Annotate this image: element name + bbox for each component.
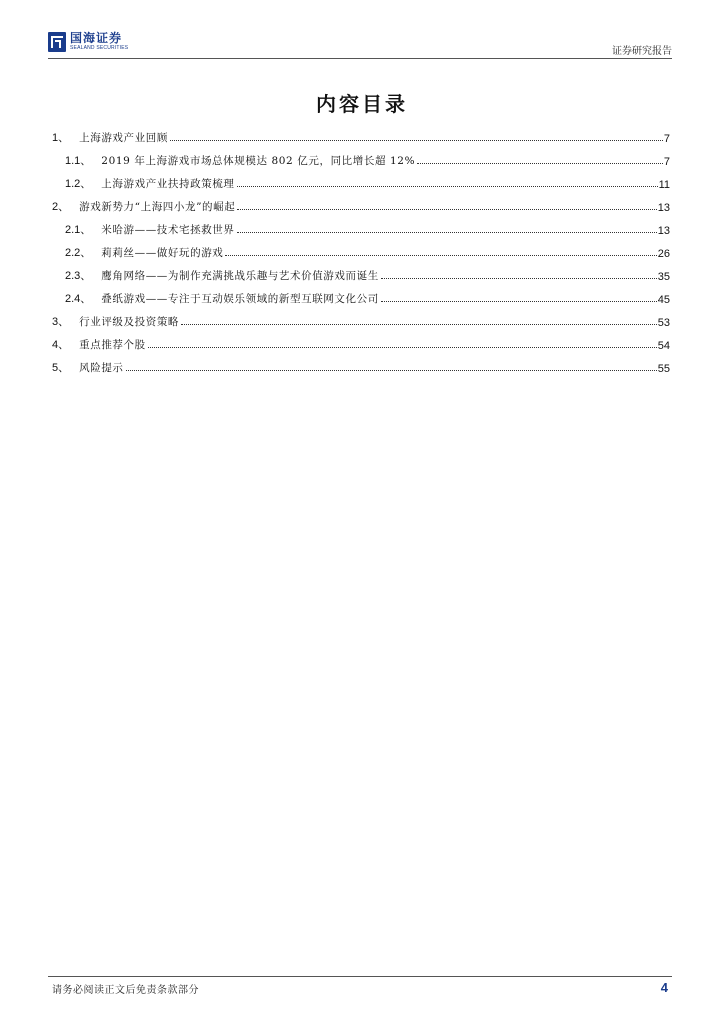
toc-entry-number: 2.1、 [65, 224, 92, 236]
toc-entry-page: 55 [657, 363, 670, 375]
toc-entry-page: 35 [657, 271, 670, 283]
toc-entry-number: 1、 [52, 132, 70, 144]
toc-entry[interactable] [52, 168, 670, 191]
toc-dot-leader [148, 347, 657, 348]
sealand-logo-icon [48, 32, 66, 52]
company-logo [48, 32, 128, 52]
toc-dot-leader [126, 370, 657, 371]
toc-entry[interactable] [52, 237, 670, 260]
toc-dot-leader [417, 163, 663, 164]
toc-entry-number: 4、 [52, 339, 70, 351]
toc-entry-number: 2.4、 [65, 293, 92, 305]
page-number: 4 [660, 980, 668, 995]
toc-entry[interactable] [52, 145, 670, 168]
toc-dot-leader [237, 209, 656, 210]
toc-entry-page: 26 [657, 248, 670, 260]
toc-entry-number: 2.3、 [65, 270, 92, 282]
toc-entry[interactable] [52, 283, 670, 306]
footer-disclaimer: 请务必阅读正文后免责条款部分 [52, 985, 199, 996]
toc-entry-number: 5、 [52, 362, 70, 374]
toc-entry-title: 米哈游——技术宅拯救世界 [101, 224, 235, 236]
toc-dot-leader [237, 186, 658, 187]
toc-entry-title: 2019 年上海游戏市场总体规模达 802 亿元，同比增长超 12% [101, 155, 416, 167]
toc-entry[interactable] [52, 214, 670, 237]
toc-entry-number: 2.2、 [65, 247, 92, 259]
table-of-contents [52, 122, 670, 375]
toc-entry-page: 7 [663, 133, 670, 145]
logo-english-name: SEALAND SECURITIES [70, 45, 129, 51]
toc-entry-title: 叠纸游戏——专注于互动娱乐领域的新型互联网文化公司 [101, 293, 379, 305]
toc-entry-title: 风险提示 [79, 362, 124, 374]
toc-entry-page: 11 [658, 179, 670, 191]
toc-entry[interactable] [52, 329, 670, 352]
toc-dot-leader [225, 255, 656, 256]
toc-entry[interactable] [52, 122, 670, 145]
toc-entry-number: 1.1、 [65, 155, 92, 167]
toc-dot-leader [181, 324, 657, 325]
toc-entry-title: 上海游戏产业回顾 [79, 132, 168, 144]
toc-entry-page: 13 [657, 202, 670, 214]
toc-entry-page: 13 [657, 225, 670, 237]
toc-dot-leader [381, 301, 657, 302]
toc-entry[interactable] [52, 191, 670, 214]
footer-divider [48, 976, 672, 977]
toc-entry-title: 行业评级及投资策略 [79, 316, 180, 328]
toc-dot-leader [381, 278, 657, 279]
report-type: 证券研究报告 [612, 46, 672, 57]
toc-entry[interactable] [52, 260, 670, 283]
toc-entry[interactable] [52, 306, 670, 329]
toc-entry-number: 1.2、 [65, 178, 92, 190]
toc-entry[interactable] [52, 352, 670, 375]
toc-entry-page: 54 [657, 340, 670, 352]
toc-entry-title: 鹰角网络——为制作充满挑战乐趣与艺术价值游戏而诞生 [101, 270, 379, 282]
toc-entry-page: 45 [657, 294, 670, 306]
page-title: 内容目录 [316, 92, 408, 116]
toc-entry-number: 3、 [52, 316, 70, 328]
toc-entry-title: 重点推荐个股 [79, 339, 146, 351]
toc-dot-leader [170, 140, 663, 141]
toc-entry-title: 游戏新势力“上海四小龙”的崛起 [79, 201, 236, 213]
toc-entry-page: 53 [657, 317, 670, 329]
toc-entry-title: 上海游戏产业扶持政策梳理 [101, 178, 235, 190]
toc-dot-leader [237, 232, 657, 233]
logo-chinese-name: 国海证券 [70, 31, 123, 45]
header-divider [48, 58, 672, 59]
toc-entry-page: 7 [663, 156, 670, 168]
toc-entry-title: 莉莉丝——做好玩的游戏 [101, 247, 224, 259]
toc-entry-number: 2、 [52, 201, 70, 213]
